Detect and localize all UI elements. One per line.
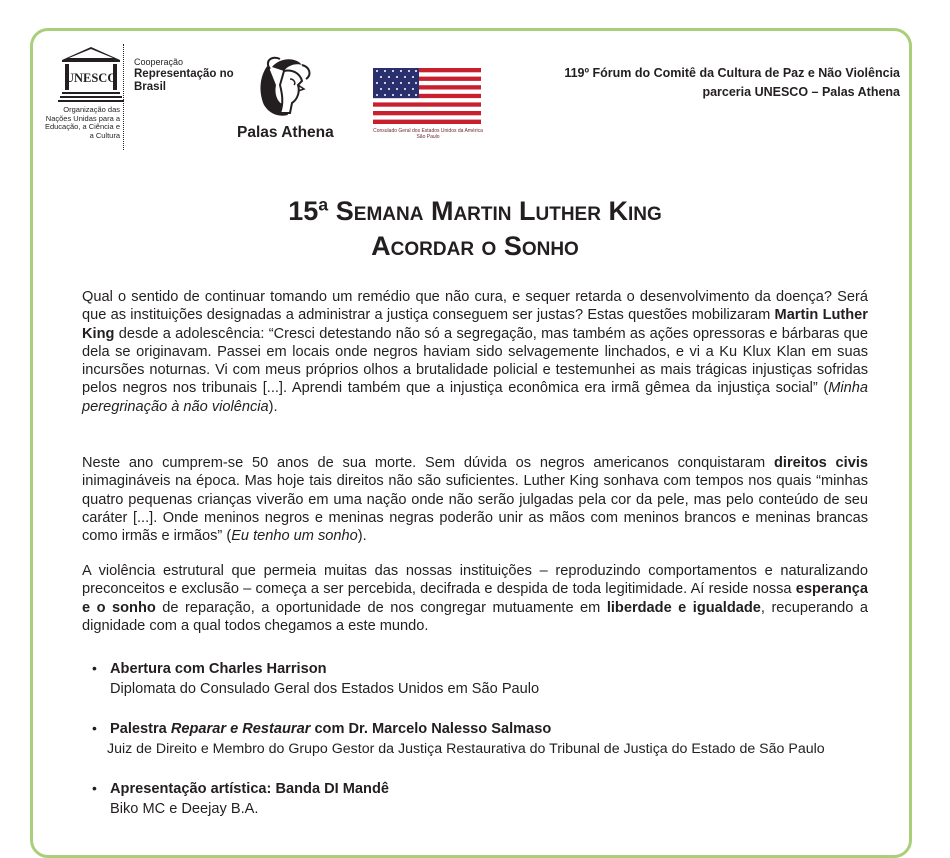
speech-title: Eu tenho um sonho xyxy=(231,528,358,545)
program-item-title-part: com Dr. Marcelo Nalesso Salmaso xyxy=(310,721,552,737)
paragraph-text: Qual o sentido de continuar tomando um remédio que não cura, e sequer retarda o desenvolvimento da doença? Será que as instituições designadas a administrar a justiça conseguem ser justas? Estas questões mobilizaram xyxy=(82,289,868,324)
program-item-performance xyxy=(92,778,389,799)
paragraph-text: A violência estrutural que permeia muitas das nossas instituições – reproduzindo comportamentos e naturalizando preconceitos e exclusão – começa a ser percebida, decifrada e despida de toda legitimidade. Aí reside nossa xyxy=(82,563,868,598)
paragraph-text: ). xyxy=(357,528,367,545)
program-item-opening xyxy=(92,658,327,679)
paragraph-text: de reparação, a oportunidade de nos congregar mutuamente em xyxy=(155,599,607,616)
paragraph-text: inimagináveis na época. Mas hoje tais direitos não são suficientes. Luther King sonhava com tempos nos quais “minhas quatro pequenas crianças viverão em uma nação onde não serão julgadas pela cor da pele, mas pelo conteúdo de seu caráter [...]. Onde meninos negros e meninas negras poderão unir as mãos com meninos brancos e meninas brancas como irmãs e irmãos” ( xyxy=(82,473,868,545)
emphasis-text: Martin Luther King xyxy=(82,307,868,342)
paragraph-text: Neste ano cumprem-se 50 anos de sua morte. Sem dúvida os negros americanos conquistaram xyxy=(82,455,775,471)
paragraph-1 xyxy=(82,288,868,416)
paragraph-2 xyxy=(82,454,868,545)
program-item-title xyxy=(110,721,551,737)
paragraph-text: ). xyxy=(268,398,278,415)
paragraph-text: , recuperando a dignidade com a qual todos chegamos a este mundo. xyxy=(82,599,868,634)
paragraph-text: desde a adolescência: “Cresci detestando não só a segregação, mas também as ações opressoras e bárbaras que dela se originavam. Passei em locais onde negros haviam sido selvagemente linchados, e vi a Ku Klux Klan em suas incursões noturnas. Vi com meus próprios olhos a brutalidade policial e testemunhei as mais trágicas injustiças sofridas pelos negros nos tribunais [...]. Aprendi também que a injustiça econômica era irmã gêmea da injustiça social” ( xyxy=(82,325,868,397)
emphasis-text: direitos civis xyxy=(774,455,868,471)
program-item-title-part: Palestra xyxy=(110,721,171,737)
bullet-icon: • xyxy=(92,720,97,736)
program-item-title: Abertura com Charles Harrison xyxy=(110,661,327,677)
page-title: 15ª Semana Martin Luther King xyxy=(288,196,662,226)
paragraph-3 xyxy=(82,562,868,635)
palas-athena-logo xyxy=(250,55,322,126)
cooperation-label: Cooperação xyxy=(134,57,184,67)
book-title: Minha peregrinação à não violência xyxy=(82,380,868,415)
bullet-icon: • xyxy=(92,660,97,676)
us-flag-logo xyxy=(373,68,481,129)
bullet-icon: • xyxy=(92,780,97,796)
forum-header xyxy=(564,64,900,102)
athena-head-icon xyxy=(250,55,322,121)
emphasis-text: liberdade e igualdade xyxy=(606,599,761,616)
page-subtitle: Acordar o Sonho xyxy=(371,231,579,261)
forum-line-1: 119º Fórum do Comitê da Cultura de Paz e Não Violência xyxy=(564,66,900,80)
program-item-subtitle: Biko MC e Deejay B.A. xyxy=(110,801,259,817)
lecture-title: Reparar e Restaurar xyxy=(170,721,311,737)
us-flag-icon xyxy=(373,68,481,124)
unesco-logo xyxy=(58,44,124,104)
representation-label: Representação no Brasil xyxy=(134,68,234,93)
unesco-temple-icon xyxy=(58,44,124,104)
program-item-subtitle: Juiz de Direito e Membro do Grupo Gestor da Justiça Restaurativa do Tribunal de Justiça do Estado de São Paulo xyxy=(107,741,825,757)
unesco-caption: Organização das Nações Unidas para a Educação, a Ciência e a Cultura xyxy=(44,105,120,140)
emphasis-text: esperança e o sonho xyxy=(82,581,868,616)
consulate-caption: Consulado Geral dos Estados Unidos da América São Paulo xyxy=(373,128,483,140)
program-item-title: Apresentação artística: Banda DI Mandê xyxy=(110,781,389,797)
program-item-lecture xyxy=(92,718,551,739)
unesco-wordmark: UNESCO xyxy=(64,71,118,85)
program-item-subtitle: Diplomata do Consulado Geral dos Estados Unidos em São Paulo xyxy=(110,681,540,697)
logo-divider xyxy=(123,44,124,150)
forum-line-2: parceria UNESCO – Palas Athena xyxy=(702,85,900,99)
palas-athena-label: Palas Athena xyxy=(237,124,334,141)
